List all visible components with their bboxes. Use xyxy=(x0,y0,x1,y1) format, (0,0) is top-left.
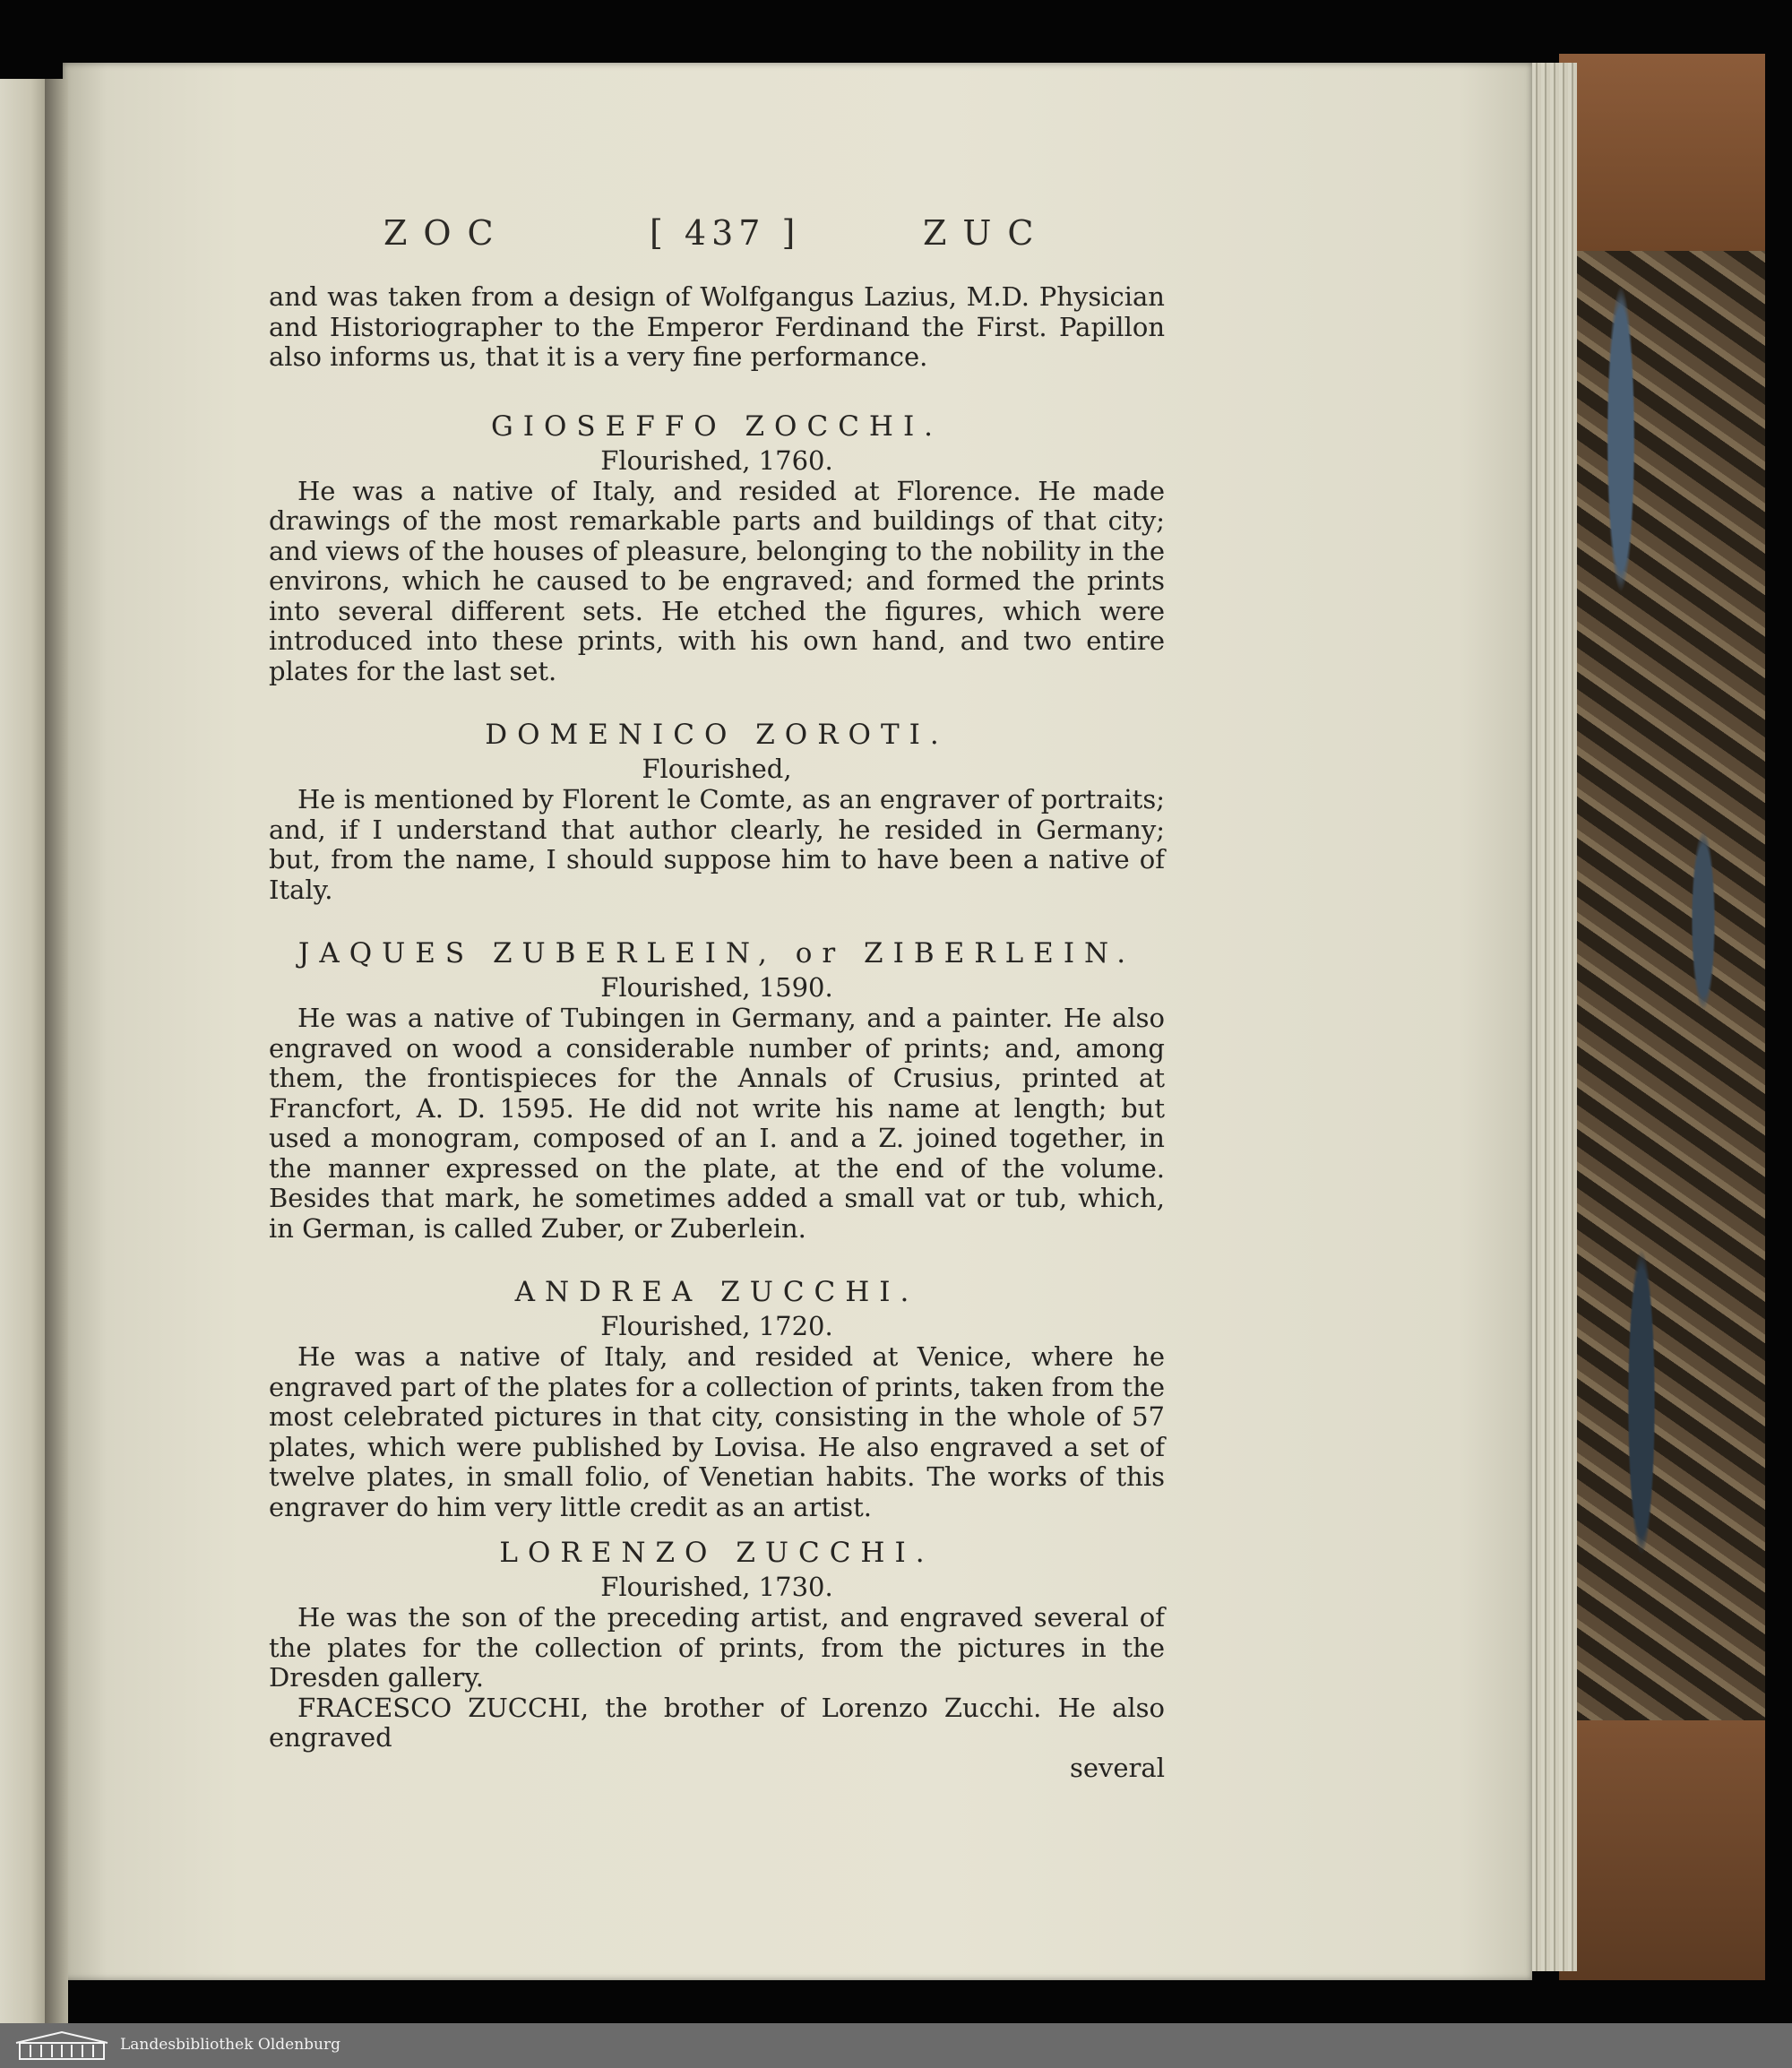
entry-text: He was a native of Italy, and resided at Florence. He made drawings of the most remarkable parts and buildings of that city; and views of the houses of pleasure, belonging to the nobility in the environs, which he caused to be engraved; and formed the prints into several different sets. He etched the figures, which were introduced into these prints, with his own hand, and two entire plates for the last set. xyxy=(269,475,1165,686)
leather-corner-bottom xyxy=(1559,1720,1765,1980)
entry-heading: LORENZO ZUCCHI. xyxy=(499,1537,935,1569)
book-gutter xyxy=(45,79,68,2023)
page-number: [ 437 ] xyxy=(650,213,801,253)
entry-heading: DOMENICO ZOROTI. xyxy=(485,719,949,751)
running-head xyxy=(269,213,1165,258)
leather-corner-top xyxy=(1559,54,1765,251)
entry-flourished: Flourished, 1720. xyxy=(600,1311,833,1341)
entry-heading: JAQUES ZUBERLEIN, or ZIBERLEIN. xyxy=(297,937,1136,969)
entry-text: He was the son of the preceding artist, and engraved several of the plates for the collection of prints, from the pictures in the Dresden gallery. xyxy=(269,1602,1165,1693)
entry-text: He was a native of Tubingen in Germany, and a painter. He also engraved on wood a considerable number of prints; and, among them, the frontispieces for the Annals of Crusius, printed at Francfort, A. D. 1595. He did not write his name at length; but used a monogram, composed of an I. and a Z. joined together, in the manner expressed on the plate, at the end of the volume. Besides that mark, he sometimes added a small vat or tub, which, in German, is called Zuber, or Zuberlein. xyxy=(269,1003,1165,1244)
text-block xyxy=(269,282,1165,1783)
intro-paragraph: and was taken from a design of Wolfgangus Lazius, M.D. Physician and Historiographer to the Emperor Ferdinand the First. Papillon also informs us, that it is a very fine performance. xyxy=(269,281,1165,372)
closing-line: FRACESCO ZUCCHI, the brother of Lorenzo Zucchi. He also engraved xyxy=(269,1692,1165,1753)
entry-flourished: Flourished, 1760. xyxy=(600,444,833,476)
entry-text: He is mentioned by Florent le Comte, as an engraver of portraits; and, if I understand that author clearly, he resided in Germany; but, from the name, I should suppose him to have been a native of Italy. xyxy=(269,784,1165,905)
running-head-right: ZUC xyxy=(923,213,1050,253)
library-building-logo xyxy=(13,2030,111,2061)
library-name: Landesbibliothek Oldenburg xyxy=(120,2036,341,2054)
entry-flourished: Flourished, 1730. xyxy=(600,1572,833,1602)
catchword: several xyxy=(1069,1752,1165,1783)
entry-flourished: Flourished, 1590. xyxy=(600,972,833,1003)
entry-heading: GIOSEFFO ZOCCHI. xyxy=(490,409,943,443)
footer-bar xyxy=(0,2023,1792,2068)
entry-heading: ANDREA ZUCCHI. xyxy=(514,1276,919,1308)
entry-text: He was a native of Italy, and resided at Venice, where he engraved part of the plates for a collection of prints, taken from the most celebrated pictures in that city, consisting in the whole of 57 plates, which were published by Lovisa. He also engraved a set of twelve plates, in small folio, of Venetian habits. The works of this engraver do him very little credit as an artist. xyxy=(269,1341,1165,1522)
running-head-left: ZOC xyxy=(383,213,510,253)
entry-flourished: Flourished, xyxy=(642,754,792,784)
marbled-board xyxy=(1559,54,1765,1980)
